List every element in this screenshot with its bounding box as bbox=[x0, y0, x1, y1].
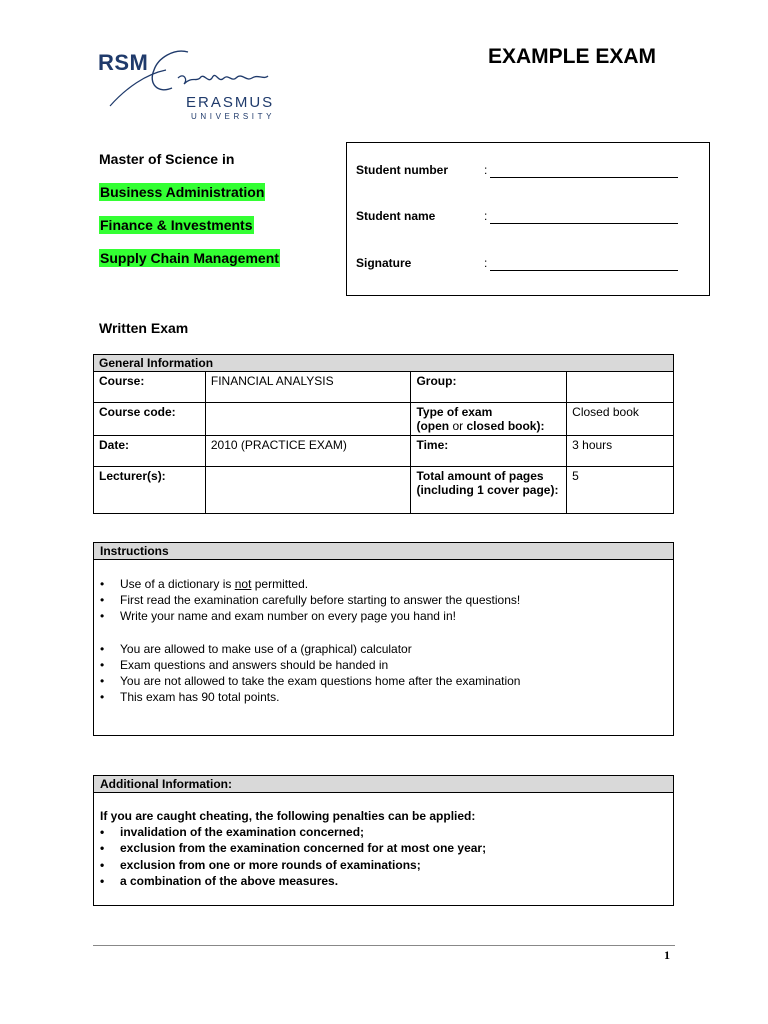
pages-label: Total amount of pages (including 1 cover page): bbox=[411, 467, 567, 514]
table-row bbox=[94, 467, 674, 514]
time-value: 3 hours bbox=[567, 436, 674, 467]
course-code-value bbox=[205, 403, 411, 436]
logo-university-text: UNIVERSITY bbox=[191, 112, 276, 121]
student-name-label: Student name bbox=[356, 209, 436, 223]
footer-divider bbox=[93, 945, 675, 946]
list-item: • This exam has 90 total points. bbox=[94, 689, 673, 705]
colon: : bbox=[484, 256, 488, 270]
page-title: EXAMPLE EXAM bbox=[488, 45, 657, 68]
instructions-box bbox=[93, 542, 674, 736]
exam-type-label-line1: Type of exam bbox=[416, 405, 493, 419]
additional-information-box bbox=[93, 775, 674, 906]
colon: : bbox=[484, 209, 488, 223]
course-label: Course: bbox=[94, 372, 206, 403]
exam-type-value: Closed book bbox=[567, 403, 674, 436]
table-row bbox=[94, 436, 674, 467]
instruction-text: permitted. bbox=[251, 577, 309, 591]
list-item: • a combination of the above measures. bbox=[94, 873, 673, 889]
student-number-field[interactable] bbox=[490, 164, 678, 178]
logo-erasmus-text: ERASMUS bbox=[186, 94, 275, 111]
group-label: Group: bbox=[411, 372, 567, 403]
program-highlight: Finance & Investments bbox=[100, 217, 253, 233]
lecturer-label: Lecturer(s): bbox=[94, 467, 206, 514]
list-item: • exclusion from one or more rounds of examinations; bbox=[94, 857, 673, 873]
group-value bbox=[567, 372, 674, 403]
list-item: • You are allowed to make use of a (graphical) calculator bbox=[94, 641, 673, 657]
course-value: FINANCIAL ANALYSIS bbox=[205, 372, 411, 403]
course-code-label: Course code: bbox=[94, 403, 206, 436]
signature-label: Signature bbox=[356, 256, 412, 270]
penalties-list bbox=[94, 824, 673, 889]
degree-heading: Master of Science in bbox=[99, 151, 235, 167]
exam-type-open: (open bbox=[416, 419, 450, 433]
exam-type-closed: closed book): bbox=[466, 419, 545, 433]
page-number: 1 bbox=[664, 948, 670, 962]
pages-value: 5 bbox=[567, 467, 674, 514]
student-number-label: Student number bbox=[356, 163, 448, 177]
exam-type-or: or bbox=[449, 419, 467, 433]
instructions-list bbox=[94, 641, 673, 706]
additional-information-header: Additional Information: bbox=[94, 776, 673, 793]
table-row bbox=[94, 403, 674, 436]
list-item: • Exam questions and answers should be handed in bbox=[94, 657, 673, 673]
list-item: • exclusion from the examination concerned for at most one year; bbox=[94, 840, 673, 856]
date-label: Date: bbox=[94, 436, 206, 467]
cheating-intro: If you are caught cheating, the following penalties can be applied: bbox=[100, 809, 476, 823]
time-label: Time: bbox=[411, 436, 567, 467]
table-header-row bbox=[94, 355, 674, 372]
program-highlight: Supply Chain Management bbox=[100, 250, 279, 266]
exam-type-label bbox=[411, 403, 567, 436]
instructions-list bbox=[94, 576, 673, 625]
program-highlight: Business Administration bbox=[100, 184, 265, 200]
student-name-field[interactable] bbox=[490, 210, 678, 224]
lecturer-value bbox=[205, 467, 411, 514]
instruction-emphasis: not bbox=[234, 577, 252, 591]
list-item: • invalidation of the examination concerned; bbox=[94, 824, 673, 840]
instructions-header: Instructions bbox=[94, 543, 673, 560]
date-value: 2010 (PRACTICE EXAM) bbox=[205, 436, 411, 467]
signature-field[interactable] bbox=[490, 257, 678, 271]
list-item: • You are not allowed to take the exam questions home after the examination bbox=[94, 673, 673, 689]
instruction-text: Use of a dictionary is bbox=[120, 577, 235, 591]
rsm-erasmus-logo bbox=[96, 44, 286, 128]
written-exam-heading: Written Exam bbox=[99, 320, 189, 336]
list-item: • Write your name and exam number on every page you hand in! bbox=[94, 608, 673, 624]
general-information-header: General Information bbox=[94, 355, 674, 372]
list-item: • First read the examination carefully before starting to answer the questions! bbox=[94, 592, 673, 608]
student-info-box bbox=[346, 142, 710, 296]
general-information-table bbox=[93, 354, 674, 514]
colon: : bbox=[484, 163, 488, 177]
table-row bbox=[94, 372, 674, 403]
logo-rsm-text: RSM bbox=[98, 50, 149, 75]
list-item bbox=[94, 576, 673, 592]
